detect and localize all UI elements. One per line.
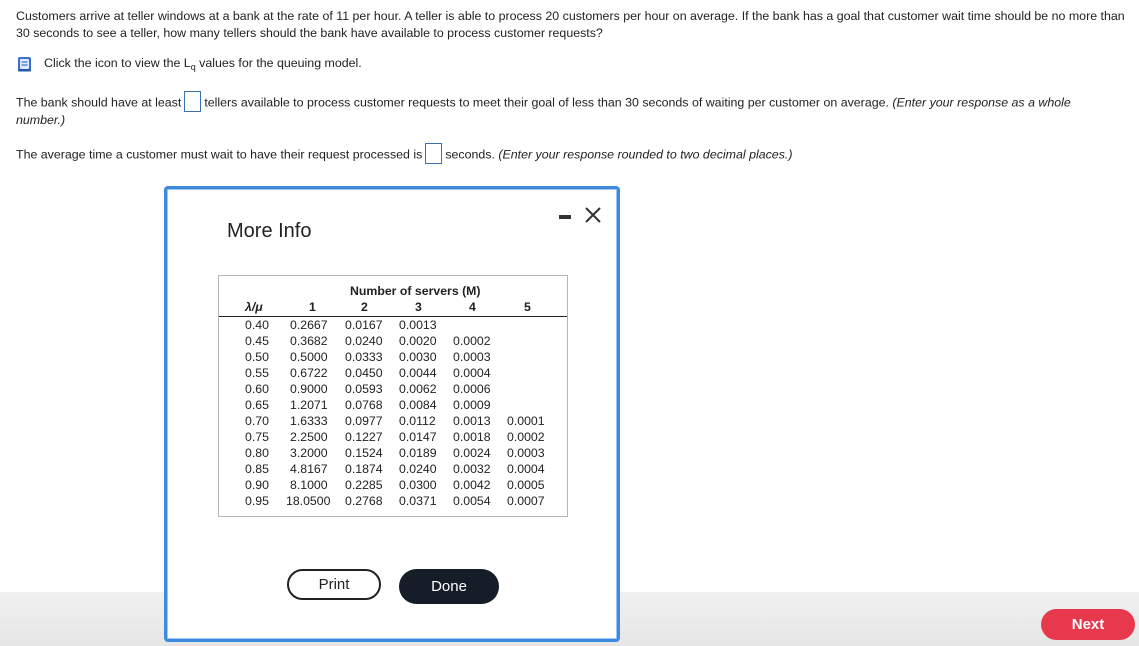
part1-prefix: The bank should have at least — [16, 95, 182, 110]
done-button[interactable]: Done — [399, 569, 499, 604]
lq-cell: 0.2667 — [290, 318, 328, 332]
ratio-cell: 0.45 — [245, 334, 269, 348]
servers-header: Number of servers (M) — [350, 284, 481, 298]
question-text: Customers arrive at teller windows at a bank at the rate of 11 per hour. A teller is able to process 20 customers per hour on average. If the bank has a goal that customer wait time should be no more than 30 seconds to see a teller, how many tellers should the bank have available to process customer requests? — [16, 9, 1125, 40]
wait-time-answer-input[interactable] — [425, 143, 442, 164]
lq-cell: 1.2071 — [290, 398, 328, 412]
part1-suffix: tellers available to process customer requests to meet their goal of less than 30 seconds of waiting per customer on average. — [204, 95, 889, 110]
part2-note: (Enter your response rounded to two decimal places.) — [498, 147, 793, 162]
lq-cell: 0.0024 — [453, 446, 491, 460]
ratio-column-header: λ/μ — [245, 300, 263, 314]
lq-cell: 0.0147 — [399, 430, 437, 444]
lq-cell: 0.0003 — [507, 446, 545, 460]
lq-cell: 0.0240 — [399, 462, 437, 476]
ratio-cell: 0.40 — [245, 318, 269, 332]
lq-cell: 0.0593 — [345, 382, 383, 396]
lq-cell: 0.0054 — [453, 494, 491, 508]
lq-cell: 0.1524 — [345, 446, 383, 460]
lq-cell: 0.0084 — [399, 398, 437, 412]
lq-cell: 0.2285 — [345, 478, 383, 492]
lq-cell: 0.0333 — [345, 350, 383, 364]
hint-text[interactable] — [44, 56, 362, 72]
lq-cell: 0.0020 — [399, 334, 437, 348]
lq-cell: 0.0032 — [453, 462, 491, 476]
lq-cell: 18.0500 — [286, 494, 331, 508]
lq-cell: 0.2768 — [345, 494, 383, 508]
lq-cell: 4.8167 — [290, 462, 328, 476]
column-header-3: 3 — [415, 300, 422, 314]
ratio-cell: 0.90 — [245, 478, 269, 492]
part1-note: (Enter your response as a whole number.) — [16, 95, 1071, 127]
lq-cell: 0.0030 — [399, 350, 437, 364]
lq-cell: 0.0009 — [453, 398, 491, 412]
column-header-4: 4 — [469, 300, 476, 314]
dialog-title: More Info — [227, 220, 312, 242]
question-part-2 — [16, 146, 1116, 164]
lq-cell: 3.2000 — [290, 446, 328, 460]
table-row — [219, 494, 567, 510]
hint-prefix: Click the icon to view the L — [44, 56, 191, 70]
lq-cell: 0.0007 — [507, 494, 545, 508]
lq-cell: 0.0189 — [399, 446, 437, 460]
hint-subscript: q — [190, 62, 196, 72]
lq-cell: 8.1000 — [290, 478, 328, 492]
lq-cell: 0.0018 — [453, 430, 491, 444]
lq-cell: 0.0001 — [507, 414, 545, 428]
ratio-cell: 0.80 — [245, 446, 269, 460]
lq-cell: 0.0300 — [399, 478, 437, 492]
lq-cell: 0.0004 — [453, 366, 491, 380]
next-button[interactable]: Next — [1041, 609, 1135, 640]
ratio-cell: 0.75 — [245, 430, 269, 444]
lq-cell: 0.0977 — [345, 414, 383, 428]
table-row — [219, 398, 567, 414]
close-icon[interactable] — [583, 205, 603, 225]
table-row — [219, 334, 567, 350]
hint-line — [16, 55, 362, 73]
question-part-1 — [16, 94, 1116, 129]
lq-cell: 0.5000 — [290, 350, 328, 364]
lq-cell: 0.0450 — [345, 366, 383, 380]
table-row — [219, 318, 567, 334]
ratio-cell: 0.55 — [245, 366, 269, 380]
ratio-cell: 0.85 — [245, 462, 269, 476]
table-row — [219, 430, 567, 446]
lq-cell: 0.0112 — [399, 414, 436, 428]
table-row — [219, 414, 567, 430]
table-row — [219, 462, 567, 478]
ratio-cell: 0.50 — [245, 350, 269, 364]
lq-cell: 0.0371 — [399, 494, 437, 508]
ratio-cell: 0.65 — [245, 398, 269, 412]
table-column-header-row — [219, 300, 567, 317]
lq-cell: 0.0044 — [399, 366, 437, 380]
lq-cell: 0.0002 — [453, 334, 491, 348]
lq-cell: 0.0240 — [345, 334, 383, 348]
lq-cell: 0.0768 — [345, 398, 383, 412]
lq-cell: 0.1227 — [345, 430, 383, 444]
lq-cell: 0.0167 — [345, 318, 383, 332]
lq-cell: 0.0002 — [507, 430, 545, 444]
table-row — [219, 478, 567, 494]
lq-cell: 0.0005 — [507, 478, 545, 492]
part2-suffix: seconds. — [445, 147, 495, 162]
column-header-2: 2 — [361, 300, 368, 314]
ratio-cell: 0.70 — [245, 414, 269, 428]
lq-cell: 0.0042 — [453, 478, 491, 492]
lq-values-table — [218, 275, 568, 517]
column-header-1: 1 — [309, 300, 316, 314]
more-info-dialog — [164, 186, 620, 642]
lq-cell: 0.9000 — [290, 382, 328, 396]
column-header-5: 5 — [524, 300, 531, 314]
tellers-answer-input[interactable] — [184, 91, 201, 112]
part2-prefix: The average time a customer must wait to have their request processed is — [16, 147, 423, 162]
lq-cell: 0.1874 — [345, 462, 383, 476]
hint-suffix: values for the queuing model. — [195, 56, 362, 70]
table-row — [219, 382, 567, 398]
print-button[interactable]: Print — [287, 569, 381, 600]
ratio-cell: 0.95 — [245, 494, 269, 508]
lq-cell: 0.0004 — [507, 462, 545, 476]
book-icon[interactable] — [16, 55, 34, 73]
lq-cell: 0.0013 — [399, 318, 437, 332]
ratio-cell: 0.60 — [245, 382, 269, 396]
lq-cell: 0.0006 — [453, 382, 491, 396]
lq-cell: 0.6722 — [290, 366, 328, 380]
lq-cell: 0.0003 — [453, 350, 491, 364]
table-row — [219, 366, 567, 382]
lq-cell: 0.3682 — [290, 334, 328, 348]
minimize-icon[interactable] — [559, 215, 571, 219]
lq-cell: 0.0013 — [453, 414, 491, 428]
table-row — [219, 350, 567, 366]
lq-cell: 2.2500 — [290, 430, 328, 444]
lq-cell: 0.0062 — [399, 382, 437, 396]
lq-cell: 1.6333 — [290, 414, 328, 428]
table-row — [219, 446, 567, 462]
